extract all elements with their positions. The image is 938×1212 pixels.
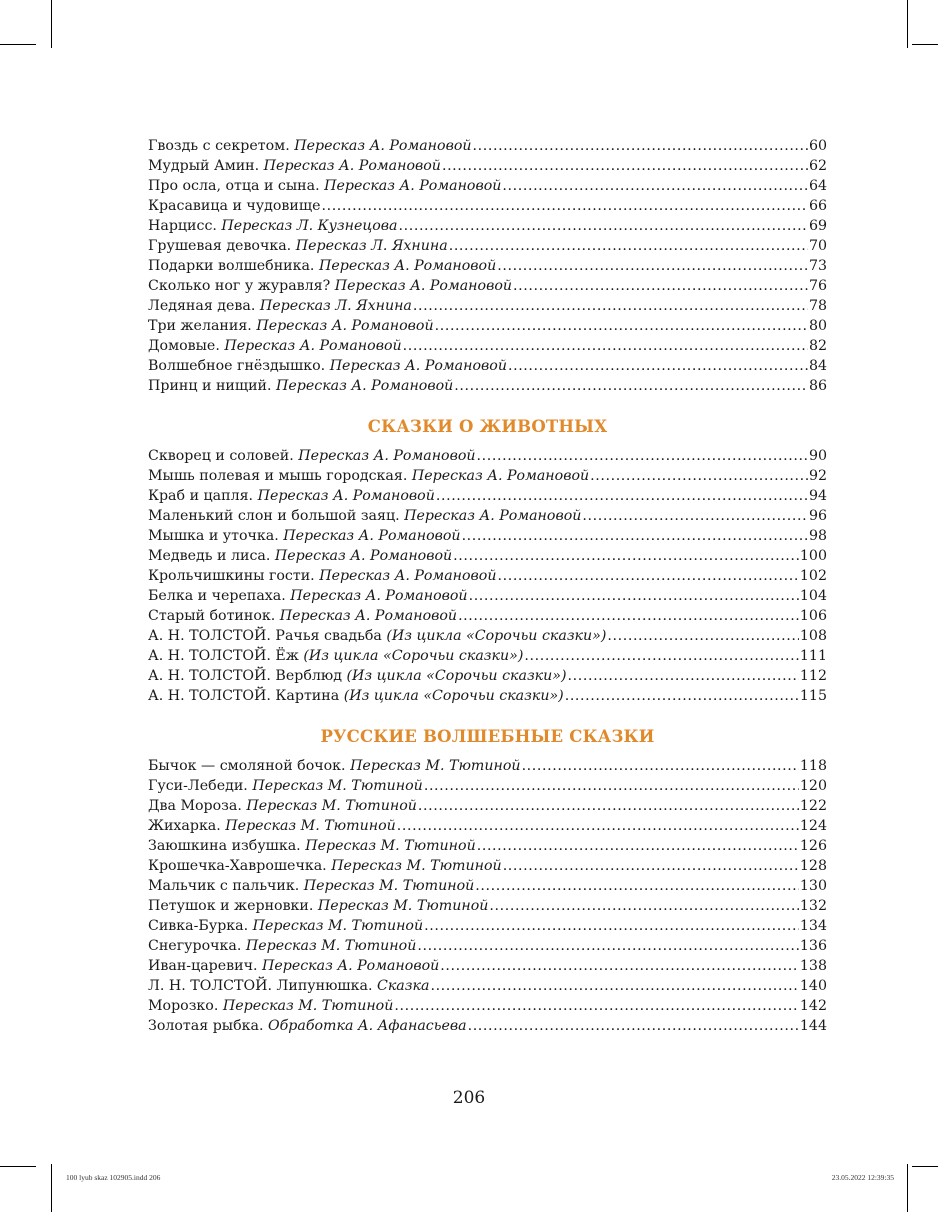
toc-entry-note: Пересказ М. Тютиной bbox=[305, 838, 476, 854]
toc-entry-text bbox=[148, 686, 564, 706]
toc-entry-title: А. Н. ТОЛСТОЙ. Картина bbox=[148, 688, 340, 704]
toc-entry-note: Пересказ М. Тютиной bbox=[245, 938, 417, 954]
toc-entry-page: 94 bbox=[808, 488, 827, 504]
toc-entry-page: 100 bbox=[799, 548, 827, 564]
toc-entry-page: 70 bbox=[808, 238, 827, 254]
crop-mark bbox=[51, 1164, 52, 1212]
toc-entry bbox=[148, 236, 827, 256]
toc-entry-title: Мудрый Амин. bbox=[148, 158, 260, 174]
toc-entry-note: Сказка bbox=[376, 978, 430, 994]
toc-entry-text bbox=[148, 756, 521, 776]
toc-entry-note: Пересказ А. Романовой bbox=[324, 178, 502, 194]
toc-entry bbox=[148, 586, 827, 606]
toc-entry bbox=[148, 776, 827, 796]
dot-leader bbox=[508, 356, 808, 376]
toc-entry-title: Иван-царевич. bbox=[148, 958, 258, 974]
toc-entry bbox=[148, 296, 827, 316]
crop-mark bbox=[912, 1166, 938, 1167]
toc-entry-note: Обработка А. Афанасьева bbox=[267, 1018, 467, 1034]
toc-entry-page: 128 bbox=[799, 858, 827, 874]
toc-entry-note: Пересказ А. Романовой bbox=[318, 258, 497, 274]
toc-entry-title: Старый ботинок. bbox=[148, 608, 276, 624]
toc-entry bbox=[148, 796, 827, 816]
toc-entry-text bbox=[148, 816, 396, 836]
toc-entry bbox=[148, 896, 827, 916]
toc-entry-title: Золотая рыбка. bbox=[148, 1018, 264, 1034]
section-heading: СКАЗКИ О ЖИВОТНЫХ bbox=[367, 417, 608, 436]
dot-leader bbox=[524, 646, 799, 666]
toc-entry-title: Принц и нищий. bbox=[148, 378, 272, 394]
toc-entry-title: Мальчик с пальчик. bbox=[148, 878, 300, 894]
toc-entry-page: 66 bbox=[808, 198, 827, 214]
toc-entry-page: 115 bbox=[799, 688, 827, 704]
toc-entry-text bbox=[148, 316, 434, 336]
toc-entry-text bbox=[148, 996, 393, 1016]
toc-entry-title: Маленький слон и большой заяц. bbox=[148, 508, 400, 524]
toc-entry-note: Пересказ М. Тютиной bbox=[222, 998, 394, 1014]
toc-entry-text bbox=[148, 356, 507, 376]
section-heading: РУССКИЕ ВОЛШЕБНЫЕ СКАЗКИ bbox=[320, 727, 655, 746]
toc-entry-text bbox=[148, 566, 496, 586]
toc-entry-page: 144 bbox=[799, 1018, 827, 1034]
dot-leader bbox=[440, 956, 799, 976]
dot-leader bbox=[582, 506, 808, 526]
toc-entry-title: Скворец и соловей. bbox=[148, 448, 294, 464]
toc-entry-text bbox=[148, 546, 452, 566]
dot-leader bbox=[399, 216, 808, 236]
toc-entry-page: 92 bbox=[808, 468, 827, 484]
toc-entry bbox=[148, 1016, 827, 1036]
toc-entry-page: 120 bbox=[799, 778, 827, 794]
toc-entry-title: Крошечка-Хаврошечка. bbox=[148, 858, 327, 874]
toc-entry-title: Краб и цапля. bbox=[148, 488, 254, 504]
dot-leader bbox=[477, 836, 799, 856]
toc-entry-note: Пересказ А. Романовой bbox=[224, 338, 402, 354]
dot-leader bbox=[502, 176, 808, 196]
toc-entry-page: 73 bbox=[808, 258, 827, 274]
toc-entry-note: (Из цикла «Сорочьи сказки») bbox=[343, 688, 564, 704]
toc-entry-note: Пересказ М. Тютиной bbox=[252, 778, 423, 794]
toc-entry-page: 84 bbox=[808, 358, 827, 374]
toc-entry-title: Подарки волшебника. bbox=[148, 258, 315, 274]
toc-entry-text bbox=[148, 486, 435, 506]
dot-leader bbox=[469, 586, 799, 606]
toc-entry-note: Пересказ Л. Яхнина bbox=[295, 238, 448, 254]
toc-entry bbox=[148, 376, 827, 396]
toc-entry bbox=[148, 546, 827, 566]
toc-entry bbox=[148, 876, 827, 896]
toc-entry-note: (Из цикла «Сорочьи сказки») bbox=[386, 628, 607, 644]
dot-leader bbox=[468, 1016, 799, 1036]
toc-entry-note: Пересказ М. Тютиной bbox=[350, 758, 521, 774]
dot-leader bbox=[458, 606, 799, 626]
toc-entry bbox=[148, 666, 827, 686]
toc-entry-title: Мышь полевая и мышь городская. bbox=[148, 468, 408, 484]
toc-entry-text bbox=[148, 796, 417, 816]
toc-entry bbox=[148, 216, 827, 236]
toc-entry-title: Петушок и жерновки. bbox=[148, 898, 314, 914]
dot-leader bbox=[454, 376, 808, 396]
toc-entry-text bbox=[148, 916, 423, 936]
toc-entry-text bbox=[148, 896, 488, 916]
toc-entry-text bbox=[148, 626, 606, 646]
toc-entry-note: Пересказ А. Романовой bbox=[276, 378, 454, 394]
toc-entry-page: 104 bbox=[799, 588, 827, 604]
toc-entry bbox=[148, 956, 827, 976]
toc-entry bbox=[148, 686, 827, 706]
toc-entry bbox=[148, 836, 827, 856]
toc-entry-page: 138 bbox=[799, 958, 827, 974]
toc-entry-title: Крольчишкины гости. bbox=[148, 568, 315, 584]
toc-entry-text bbox=[148, 336, 402, 356]
toc-entry-page: 102 bbox=[799, 568, 827, 584]
toc-entry-page: 69 bbox=[808, 218, 827, 234]
toc-entry-page: 82 bbox=[808, 338, 827, 354]
dot-leader bbox=[568, 666, 799, 686]
toc-entry-note: Пересказ А. Романовой bbox=[279, 608, 458, 624]
toc-entry-page: 90 bbox=[808, 448, 827, 464]
toc-entry-text bbox=[148, 296, 412, 316]
toc-entry bbox=[148, 466, 827, 486]
toc-entry-page: 124 bbox=[799, 818, 827, 834]
dot-leader bbox=[394, 996, 799, 1016]
toc-entry-title: Про осла, отца и сына. bbox=[148, 178, 320, 194]
slug-file-info: 100 lyub skaz 102905.indd 206 bbox=[66, 1173, 161, 1182]
toc-entry bbox=[148, 446, 827, 466]
table-of-contents bbox=[148, 136, 827, 1036]
toc-entry-title: Морозко. bbox=[148, 998, 219, 1014]
dot-leader bbox=[403, 336, 808, 356]
page-number: 206 bbox=[452, 1088, 486, 1108]
toc-entry-note: Пересказ А. Романовой bbox=[274, 548, 453, 564]
toc-entry-note: Пересказ М. Тютиной bbox=[225, 818, 396, 834]
toc-entry bbox=[148, 176, 827, 196]
toc-entry-page: 111 bbox=[799, 648, 827, 664]
toc-entry-title: Ледяная дева. bbox=[148, 298, 256, 314]
toc-entry-text bbox=[148, 956, 439, 976]
toc-entry-note: Пересказ А. Романовой bbox=[329, 358, 507, 374]
toc-entry bbox=[148, 336, 827, 356]
dot-leader bbox=[497, 566, 798, 586]
dot-leader bbox=[473, 136, 808, 156]
toc-entry-text bbox=[148, 136, 472, 156]
toc-entry-title: Белка и черепаха. bbox=[148, 588, 286, 604]
toc-entry-text bbox=[148, 376, 453, 396]
toc-entry-title: Снегурочка. bbox=[148, 938, 242, 954]
toc-entry bbox=[148, 506, 827, 526]
toc-entry-page: 76 bbox=[808, 278, 827, 294]
toc-entry-text bbox=[148, 976, 429, 996]
dot-leader bbox=[430, 976, 798, 996]
toc-entry-page: 126 bbox=[799, 838, 827, 854]
toc-entry-text bbox=[148, 1016, 467, 1036]
toc-entry-page: 134 bbox=[799, 918, 827, 934]
dot-leader bbox=[522, 756, 799, 776]
dot-leader bbox=[475, 876, 799, 896]
toc-entry-text bbox=[148, 666, 567, 686]
dot-leader bbox=[513, 276, 808, 296]
toc-entry-title: Гвоздь с секретом. bbox=[148, 138, 290, 154]
toc-entry-text bbox=[148, 876, 474, 896]
toc-entry-note: Пересказ М. Тютиной bbox=[303, 878, 475, 894]
dot-leader bbox=[489, 896, 799, 916]
toc-entry-page: 122 bbox=[799, 798, 827, 814]
toc-entry-title: Бычок — смоляной бочок. bbox=[148, 758, 346, 774]
toc-entry-text bbox=[148, 256, 496, 276]
toc-entry bbox=[148, 196, 827, 216]
toc-entry-page: 78 bbox=[808, 298, 827, 314]
toc-entry bbox=[148, 316, 827, 336]
toc-entry-page: 136 bbox=[799, 938, 827, 954]
toc-entry-title: Заюшкина избушка. bbox=[148, 838, 301, 854]
dot-leader bbox=[497, 256, 808, 276]
toc-entry-title: Три желания. bbox=[148, 318, 252, 334]
dot-leader bbox=[417, 936, 799, 956]
toc-entry-text bbox=[148, 936, 416, 956]
toc-entry-note: Пересказ М. Тютиной bbox=[317, 898, 489, 914]
dot-leader bbox=[424, 916, 799, 936]
toc-entry-note: Пересказ А. Романовой bbox=[294, 138, 472, 154]
toc-entry-page: 108 bbox=[799, 628, 827, 644]
toc-entry-title: Жихарка. bbox=[148, 818, 221, 834]
toc-entry bbox=[148, 156, 827, 176]
toc-entry-title: Красавица и чудовище bbox=[148, 198, 321, 214]
toc-entry-title: Два Мороза. bbox=[148, 798, 242, 814]
dot-leader bbox=[462, 526, 808, 546]
toc-entry-note: Пересказ Л. Яхнина bbox=[259, 298, 412, 314]
toc-entry-page: 80 bbox=[808, 318, 827, 334]
toc-entry-note: Пересказ А. Романовой bbox=[334, 278, 513, 294]
dot-leader bbox=[436, 486, 808, 506]
toc-entry bbox=[148, 136, 827, 156]
toc-entry-page: 112 bbox=[799, 668, 827, 684]
crop-mark bbox=[907, 1164, 908, 1212]
toc-entry-note: Пересказ М. Тютиной bbox=[331, 858, 502, 874]
toc-entry-title: Грушевая девочка. bbox=[148, 238, 292, 254]
toc-entry bbox=[148, 486, 827, 506]
dot-leader bbox=[413, 296, 808, 316]
toc-entry-note: Пересказ А. Романовой bbox=[283, 528, 461, 544]
dot-leader bbox=[503, 856, 799, 876]
toc-entry bbox=[148, 816, 827, 836]
toc-entry-page: 60 bbox=[808, 138, 827, 154]
toc-entry-title: Сколько ног у журавля? bbox=[148, 278, 331, 294]
toc-entry-page: 64 bbox=[808, 178, 827, 194]
toc-entry-page: 140 bbox=[799, 978, 827, 994]
toc-entry-page: 106 bbox=[799, 608, 827, 624]
toc-entry-title: Сивка-Бурка. bbox=[148, 918, 249, 934]
toc-entry-note: (Из цикла «Сорочьи сказки») bbox=[346, 668, 567, 684]
toc-entry-note: Пересказ А. Романовой bbox=[298, 448, 476, 464]
toc-entry-note: Пересказ Л. Кузнецова bbox=[221, 218, 398, 234]
toc-entry-text bbox=[148, 446, 476, 466]
toc-entry-title: Домовые. bbox=[148, 338, 220, 354]
toc-entry-page: 62 bbox=[808, 158, 827, 174]
dot-leader bbox=[565, 686, 799, 706]
dot-leader bbox=[424, 776, 799, 796]
toc-entry-note: (Из цикла «Сорочьи сказки») bbox=[303, 648, 524, 664]
dot-leader bbox=[453, 546, 799, 566]
dot-leader bbox=[442, 156, 808, 176]
toc-entry-note: Пересказ А. Романовой bbox=[411, 468, 590, 484]
toc-entry-note: Пересказ А. Романовой bbox=[257, 488, 435, 504]
toc-entry-title: Медведь и лиса. bbox=[148, 548, 271, 564]
toc-entry-text bbox=[148, 176, 501, 196]
crop-mark bbox=[907, 0, 908, 48]
toc-entry-text bbox=[148, 856, 502, 876]
toc-entry-text bbox=[148, 156, 441, 176]
toc-entry bbox=[148, 916, 827, 936]
toc-entry-text bbox=[148, 606, 457, 626]
dot-leader bbox=[418, 796, 799, 816]
toc-entry-note: Пересказ А. Романовой bbox=[261, 958, 440, 974]
toc-entry bbox=[148, 566, 827, 586]
toc-entry-page: 118 bbox=[799, 758, 827, 774]
toc-entry-page: 130 bbox=[799, 878, 827, 894]
toc-entry-title: Волшебное гнёздышко. bbox=[148, 358, 326, 374]
dot-leader bbox=[590, 466, 808, 486]
toc-entry-note: Пересказ А. Романовой bbox=[263, 158, 441, 174]
toc-entry-text bbox=[148, 466, 589, 486]
toc-entry-text bbox=[148, 836, 476, 856]
toc-entry-text bbox=[148, 776, 423, 796]
slug-date-info: 23.05.2022 12:39:35 bbox=[831, 1173, 894, 1182]
dot-leader bbox=[449, 236, 808, 256]
toc-entry-note: Пересказ М. Тютиной bbox=[252, 918, 424, 934]
toc-entry bbox=[148, 996, 827, 1016]
toc-entry-text bbox=[148, 646, 523, 666]
toc-entry bbox=[148, 276, 827, 296]
toc-entry-page: 96 bbox=[808, 508, 827, 524]
toc-entry-text bbox=[148, 526, 461, 546]
toc-entry-title: Нарцисс. bbox=[148, 218, 217, 234]
toc-entry-page: 86 bbox=[808, 378, 827, 394]
toc-entry-title: А. Н. ТОЛСТОЙ. Верблюд bbox=[148, 668, 342, 684]
toc-entry-note: Пересказ А. Романовой bbox=[404, 508, 582, 524]
toc-entry-text bbox=[148, 196, 320, 216]
toc-entry-note: Пересказ А. Романовой bbox=[290, 588, 468, 604]
toc-entry bbox=[148, 856, 827, 876]
toc-entry bbox=[148, 756, 827, 776]
crop-mark bbox=[51, 0, 52, 48]
toc-entry-title: Л. Н. ТОЛСТОЙ. Липунюшка. bbox=[148, 978, 373, 994]
toc-entry bbox=[148, 526, 827, 546]
dot-leader bbox=[397, 816, 799, 836]
toc-entry-text bbox=[148, 506, 581, 526]
dot-leader bbox=[607, 626, 799, 646]
toc-entry-note: Пересказ А. Романовой bbox=[256, 318, 434, 334]
toc-entry bbox=[148, 606, 827, 626]
crop-mark bbox=[0, 44, 36, 45]
toc-entry-note: Пересказ А. Романовой bbox=[319, 568, 497, 584]
toc-entry-page: 98 bbox=[808, 528, 827, 544]
toc-entry bbox=[148, 626, 827, 646]
toc-entry-text bbox=[148, 586, 468, 606]
toc-entry-title: А. Н. ТОЛСТОЙ. Ёж bbox=[148, 648, 299, 664]
dot-leader bbox=[435, 316, 808, 336]
toc-entry-page: 132 bbox=[799, 898, 827, 914]
crop-mark bbox=[912, 44, 938, 45]
toc-entry bbox=[148, 646, 827, 666]
toc-entry-text bbox=[148, 216, 398, 236]
toc-entry bbox=[148, 256, 827, 276]
toc-entry-title: А. Н. ТОЛСТОЙ. Рачья свадьба bbox=[148, 628, 382, 644]
toc-entry-text bbox=[148, 236, 448, 256]
toc-entry bbox=[148, 356, 827, 376]
toc-entry-page: 142 bbox=[799, 998, 827, 1014]
dot-leader bbox=[477, 446, 808, 466]
toc-entry-title: Мышка и уточка. bbox=[148, 528, 279, 544]
toc-entry-note: Пересказ М. Тютиной bbox=[246, 798, 417, 814]
toc-entry-title: Гуси-Лебеди. bbox=[148, 778, 248, 794]
dot-leader bbox=[321, 196, 807, 216]
toc-entry bbox=[148, 976, 827, 996]
toc-entry bbox=[148, 936, 827, 956]
toc-entry-text bbox=[148, 276, 512, 296]
crop-mark bbox=[0, 1166, 36, 1167]
